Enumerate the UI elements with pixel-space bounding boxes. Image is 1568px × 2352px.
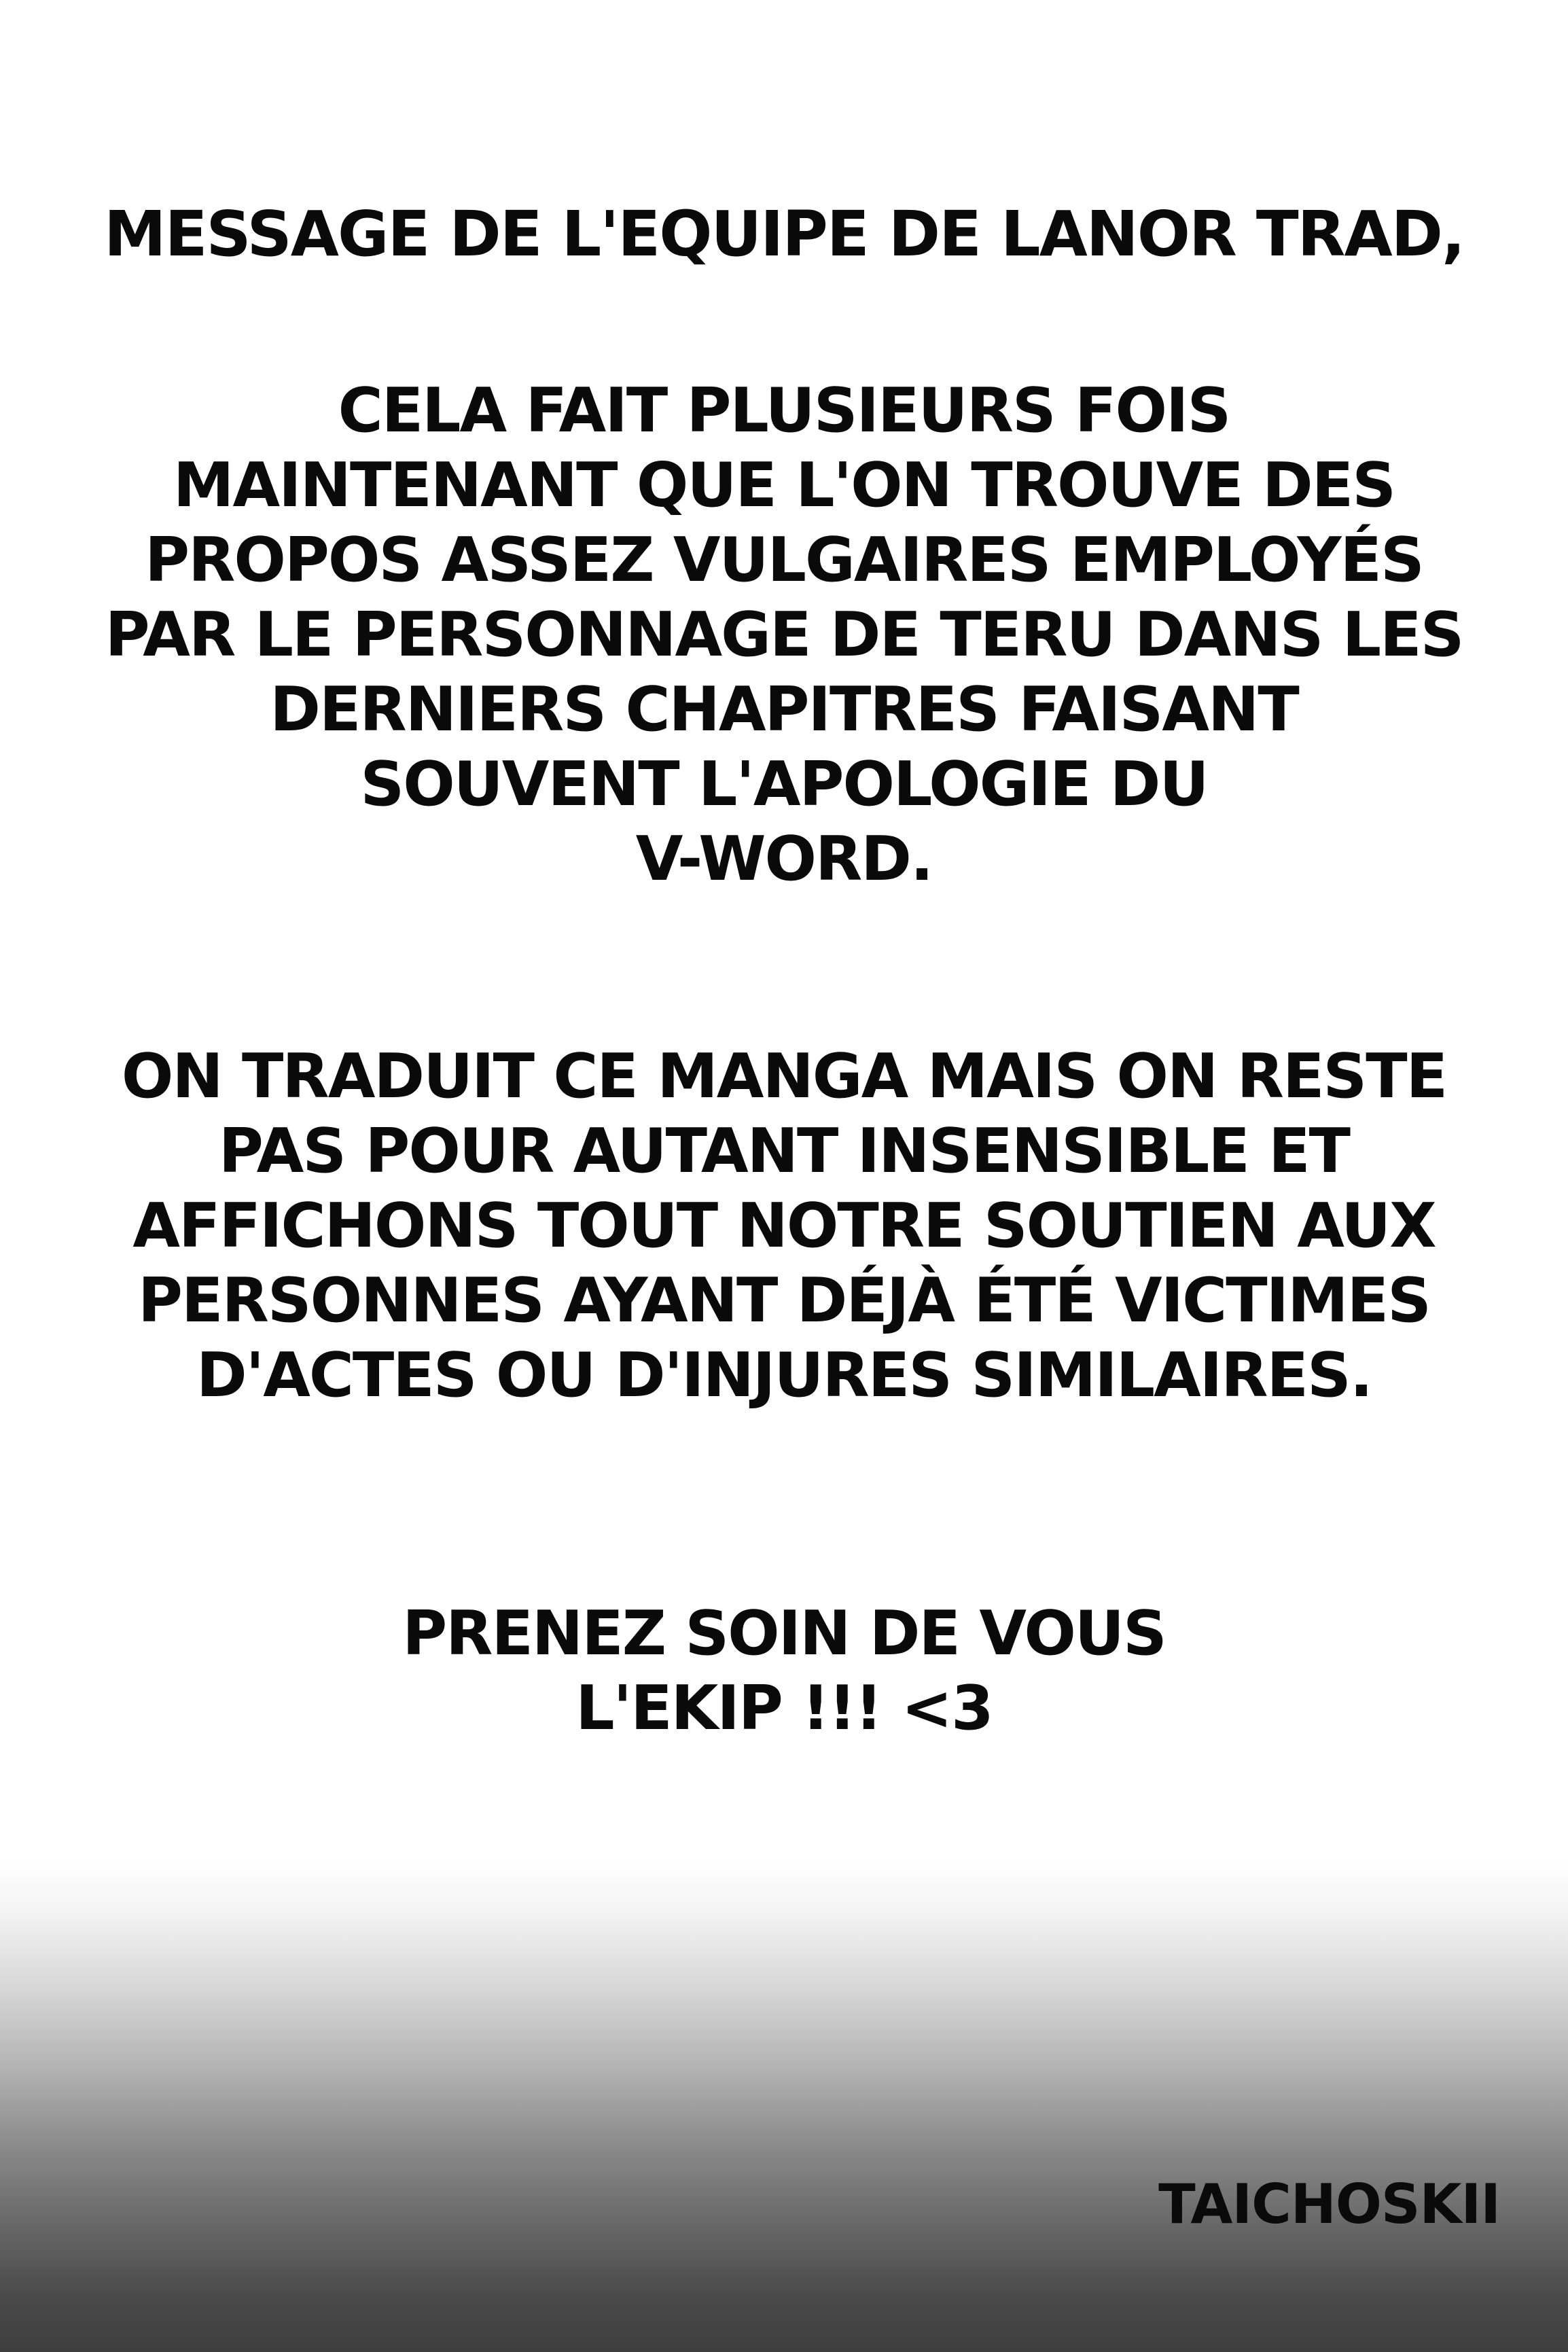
paragraph-2-line: PERSONNES AYANT DÉJÀ ÉTÉ VICTIMES xyxy=(138,1265,1430,1336)
paragraph-2-line: ON TRADUIT CE MANGA MAIS ON RESTE xyxy=(121,1041,1447,1112)
message-paragraph-1 xyxy=(0,374,1568,897)
closing-line: L'EKIP !!! <3 xyxy=(575,1673,993,1744)
paragraph-1-line: MAINTENANT QUE L'ON TROUVE DES xyxy=(173,450,1395,521)
paragraph-1-line: V-WORD. xyxy=(635,823,933,895)
paragraph-2-line: AFFICHONS TOUT NOTRE SOUTIEN AUX xyxy=(132,1190,1436,1262)
paragraph-1-line: PROPOS ASSEZ VULGAIRES EMPLOYÉS xyxy=(145,524,1423,596)
paragraph-1-line: PAR LE PERSONNAGE DE TERU DANS LES xyxy=(105,599,1463,671)
paragraph-1-line: DERNIERS CHAPITRES FAISANT xyxy=(270,674,1298,745)
paragraph-1-line: CELA FAIT PLUSIEURS FOIS xyxy=(338,375,1230,446)
paragraph-2-line: PAS POUR AUTANT INSENSIBLE ET xyxy=(218,1116,1350,1187)
paragraph-2-line: D'ACTES OU D'INJURES SIMILAIRES. xyxy=(196,1340,1372,1411)
message-paragraph-2 xyxy=(0,1039,1568,1413)
message-closing xyxy=(0,1597,1568,1746)
message-heading: MESSAGE DE L'EQUIPE DE LANOR TRAD, xyxy=(104,198,1464,270)
signature: TAICHOSKII xyxy=(1158,2173,1500,2236)
paragraph-1-line: SOUVENT L'APOLOGIE DU xyxy=(360,749,1208,820)
closing-line: PRENEZ SOIN DE VOUS xyxy=(402,1598,1166,1669)
